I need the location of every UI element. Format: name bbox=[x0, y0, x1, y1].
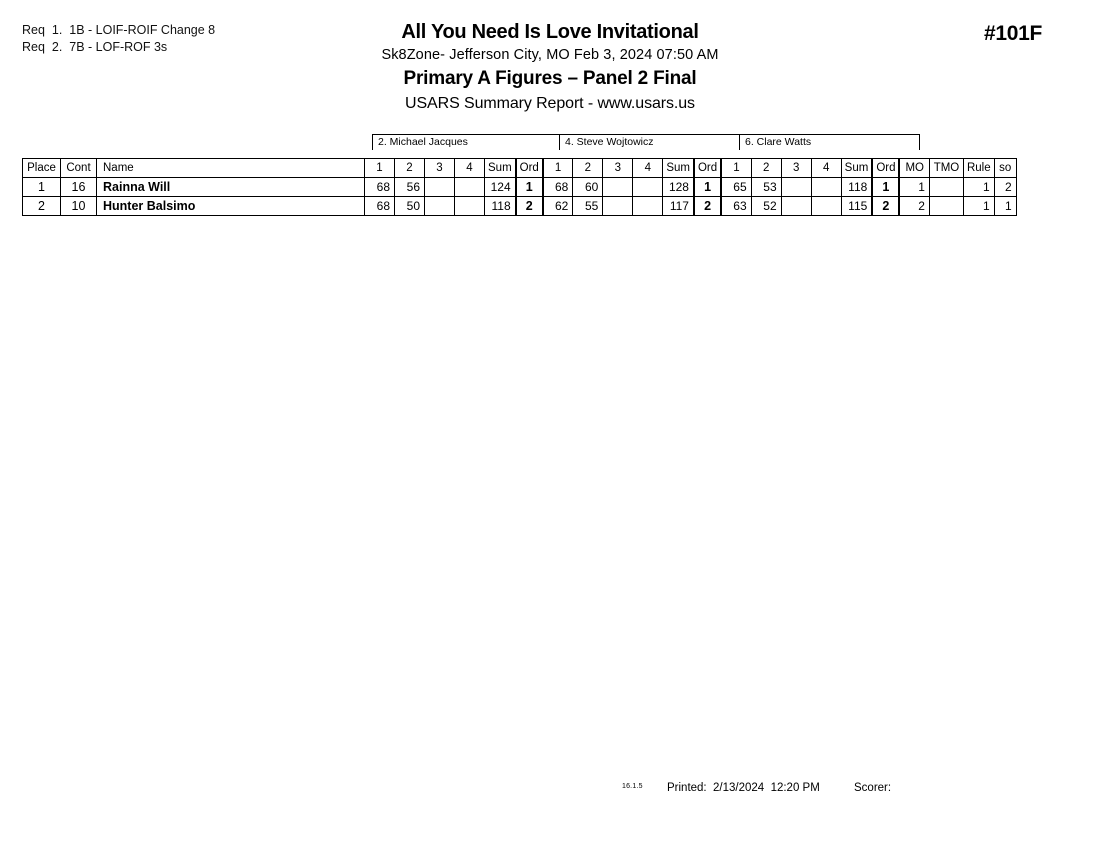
col-j3-sum: Sum bbox=[841, 159, 872, 178]
cell-j1-sum: 124 bbox=[485, 178, 516, 197]
cell-j2-fig2: 55 bbox=[573, 197, 603, 216]
col-j2-fig1: 1 bbox=[543, 159, 573, 178]
version-label: 16.1.5 bbox=[622, 783, 643, 790]
col-j1-ord: Ord bbox=[516, 159, 543, 178]
cell-mo: 1 bbox=[899, 178, 929, 197]
scorer-label: Scorer: bbox=[854, 782, 892, 794]
cell-tmo bbox=[929, 178, 963, 197]
cell-j1-fig2: 56 bbox=[395, 178, 425, 197]
cell-tmo bbox=[929, 197, 963, 216]
event-number: #101F bbox=[983, 22, 1042, 45]
cell-j2-fig4 bbox=[633, 178, 663, 197]
report-footer bbox=[0, 782, 1100, 798]
col-j3-fig3: 3 bbox=[781, 159, 811, 178]
cell-place: 2 bbox=[23, 197, 61, 216]
judge-header-2: 4. Steve Wojtowicz bbox=[560, 134, 740, 150]
cell-j2-ord: 2 bbox=[694, 197, 721, 216]
col-j1-fig3: 3 bbox=[425, 159, 455, 178]
cell-j3-fig4 bbox=[811, 197, 841, 216]
cell-place: 1 bbox=[23, 178, 61, 197]
col-j3-fig4: 4 bbox=[811, 159, 841, 178]
cell-name: Rainna Will bbox=[97, 178, 365, 197]
col-j3-fig2: 2 bbox=[751, 159, 781, 178]
col-place: Place bbox=[23, 159, 61, 178]
col-tmo: TMO bbox=[929, 159, 963, 178]
cell-j2-sum: 117 bbox=[663, 197, 694, 216]
cell-j1-fig4 bbox=[455, 197, 485, 216]
col-j2-fig4: 4 bbox=[633, 159, 663, 178]
cell-j3-ord: 1 bbox=[872, 178, 899, 197]
col-j2-fig3: 3 bbox=[603, 159, 633, 178]
cell-j3-fig4 bbox=[811, 178, 841, 197]
cell-j1-fig4 bbox=[455, 178, 485, 197]
cell-j1-sum: 118 bbox=[485, 197, 516, 216]
cell-mo: 2 bbox=[899, 197, 929, 216]
cell-j1-fig3 bbox=[425, 178, 455, 197]
cell-j1-ord: 2 bbox=[516, 197, 543, 216]
col-j2-fig2: 2 bbox=[573, 159, 603, 178]
cell-rule: 1 bbox=[963, 197, 994, 216]
table-header-row bbox=[23, 159, 1017, 178]
cell-j2-fig3 bbox=[603, 178, 633, 197]
cell-j1-fig2: 50 bbox=[395, 197, 425, 216]
requirement-line: Req 1. 1B - LOIF-ROIF Change 8 bbox=[22, 23, 216, 37]
cell-cont: 10 bbox=[61, 197, 97, 216]
cell-j2-ord: 1 bbox=[694, 178, 721, 197]
cell-j2-fig4 bbox=[633, 197, 663, 216]
cell-j2-fig3 bbox=[603, 197, 633, 216]
col-mo: MO bbox=[899, 159, 929, 178]
col-j1-fig1: 1 bbox=[365, 159, 395, 178]
report-header bbox=[0, 20, 1100, 116]
col-j1-fig4: 4 bbox=[455, 159, 485, 178]
cell-j3-fig1: 65 bbox=[721, 178, 751, 197]
col-cont: Cont bbox=[61, 159, 97, 178]
results-table bbox=[22, 158, 1017, 216]
judges-band bbox=[372, 134, 920, 150]
col-j1-fig2: 2 bbox=[395, 159, 425, 178]
col-rule: Rule bbox=[963, 159, 994, 178]
cell-j1-fig3 bbox=[425, 197, 455, 216]
cell-cont: 16 bbox=[61, 178, 97, 197]
table-row bbox=[23, 178, 1017, 197]
judge-header-3: 6. Clare Watts bbox=[740, 134, 920, 150]
cell-name: Hunter Balsimo bbox=[97, 197, 365, 216]
cell-j2-fig1: 68 bbox=[543, 178, 573, 197]
cell-j1-ord: 1 bbox=[516, 178, 543, 197]
cell-j3-fig1: 63 bbox=[721, 197, 751, 216]
cell-j3-fig2: 53 bbox=[751, 178, 781, 197]
cell-j1-fig1: 68 bbox=[365, 197, 395, 216]
col-j3-fig1: 1 bbox=[721, 159, 751, 178]
col-j1-sum: Sum bbox=[485, 159, 516, 178]
cell-j2-fig2: 60 bbox=[573, 178, 603, 197]
cell-so: 1 bbox=[994, 197, 1016, 216]
cell-j2-fig1: 62 bbox=[543, 197, 573, 216]
cell-j3-ord: 2 bbox=[872, 197, 899, 216]
cell-j3-sum: 118 bbox=[841, 178, 872, 197]
judge-header-1: 2. Michael Jacques bbox=[372, 134, 560, 150]
cell-so: 2 bbox=[994, 178, 1016, 197]
cell-j3-fig3 bbox=[781, 197, 811, 216]
requirement-line: Req 2. 7B - LOF-ROF 3s bbox=[22, 40, 168, 54]
col-j2-ord: Ord bbox=[694, 159, 721, 178]
col-j3-ord: Ord bbox=[872, 159, 899, 178]
event-title: Primary A Figures – Panel 2 Final bbox=[403, 68, 697, 89]
cell-j3-sum: 115 bbox=[841, 197, 872, 216]
cell-j1-fig1: 68 bbox=[365, 178, 395, 197]
col-j2-sum: Sum bbox=[663, 159, 694, 178]
cell-rule: 1 bbox=[963, 178, 994, 197]
cell-j3-fig3 bbox=[781, 178, 811, 197]
table-row bbox=[23, 197, 1017, 216]
page-title: All You Need Is Love Invitational bbox=[401, 21, 699, 43]
printed-timestamp: Printed: 2/13/2024 12:20 PM bbox=[667, 782, 820, 794]
col-so: so bbox=[994, 159, 1016, 178]
col-name: Name bbox=[97, 159, 365, 178]
report-subtitle: USARS Summary Report - www.usars.us bbox=[405, 95, 695, 112]
venue-datetime: Sk8Zone- Jefferson City, MO Feb 3, 2024 07:50 AM bbox=[381, 47, 719, 63]
cell-j3-fig2: 52 bbox=[751, 197, 781, 216]
cell-j2-sum: 128 bbox=[663, 178, 694, 197]
